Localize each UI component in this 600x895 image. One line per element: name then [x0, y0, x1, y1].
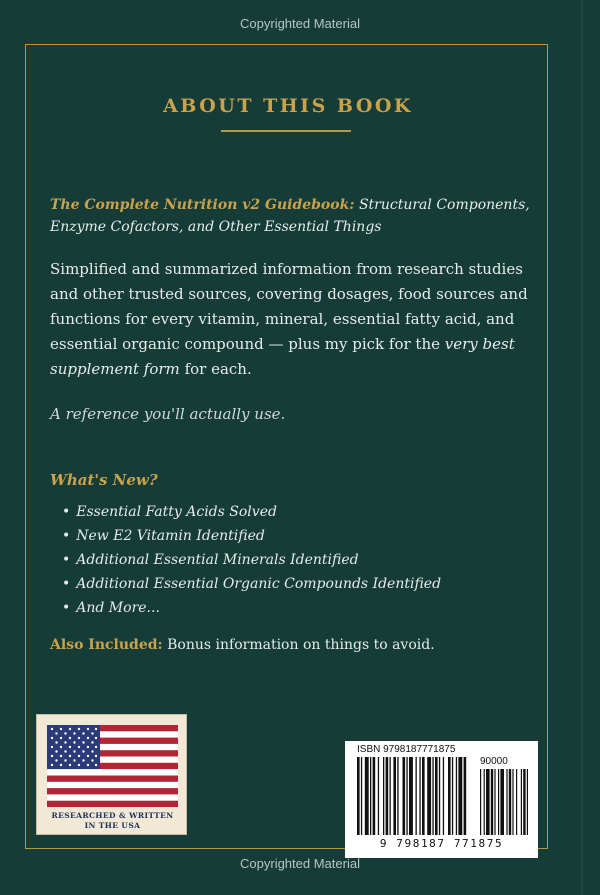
list-item [62, 572, 441, 596]
isbn-label: ISBN 9798187771875 [357, 744, 456, 755]
isbn-barcode [345, 741, 538, 858]
description-emphasis: very best supplement form [50, 335, 515, 378]
book-description [50, 257, 550, 382]
section-heading: ABOUT THIS BOOK [163, 95, 413, 117]
list-item [62, 500, 441, 524]
book-subtitle [50, 194, 550, 238]
watermark-top: Copyrighted Material [240, 16, 360, 31]
list-item-text: New E2 Vitamin Identified [76, 528, 265, 544]
watermark-bottom: Copyrighted Material [240, 856, 360, 871]
also-included-text: Bonus information on things to avoid. [167, 637, 435, 653]
bullet-icon: • [62, 528, 71, 544]
also-included-label: Also Included: [50, 637, 163, 653]
book-title: The Complete Nutrition v2 Guidebook: [50, 197, 355, 213]
list-item-text: Essential Fatty Acids Solved [76, 504, 277, 520]
bullet-icon: • [62, 552, 71, 568]
badge-caption-line1: RESEARCHED & WRITTEN [51, 811, 174, 820]
badge-caption-line2: IN THE USA [84, 821, 141, 830]
list-item [62, 524, 441, 548]
book-subtitle-rest: Structural Components, Enzyme Cofactors, and Other Essential Things [50, 197, 530, 235]
bullet-icon: • [62, 576, 71, 592]
bullet-icon: • [62, 600, 71, 616]
also-included [50, 637, 550, 653]
whats-new-list [62, 500, 441, 620]
list-item-text: Additional Essential Organic Compounds Identified [76, 576, 442, 592]
description-part1: Simplified and summarized information from research studies and other trusted sources, covering dosages, food sources and functions for every vitamin, mineral, essential fatty acid, and essential organic compound — plus my pick for the [50, 260, 528, 353]
tagline: A reference you'll actually use. [50, 405, 286, 423]
list-item-text: And More... [76, 600, 160, 616]
whats-new-heading: What's New? [50, 471, 158, 489]
heading-underline [221, 130, 351, 132]
price-code: 90000 [480, 756, 508, 767]
spine-edge [581, 0, 583, 895]
list-item [62, 596, 441, 620]
made-in-usa-badge [36, 714, 187, 835]
bullet-icon: • [62, 504, 71, 520]
list-item-text: Additional Essential Minerals Identified [76, 552, 359, 568]
ean-digits: 9 798187 771875 [379, 837, 504, 850]
us-flag-icon [47, 725, 178, 807]
description-part2: for each. [184, 360, 252, 378]
list-item [62, 548, 441, 572]
